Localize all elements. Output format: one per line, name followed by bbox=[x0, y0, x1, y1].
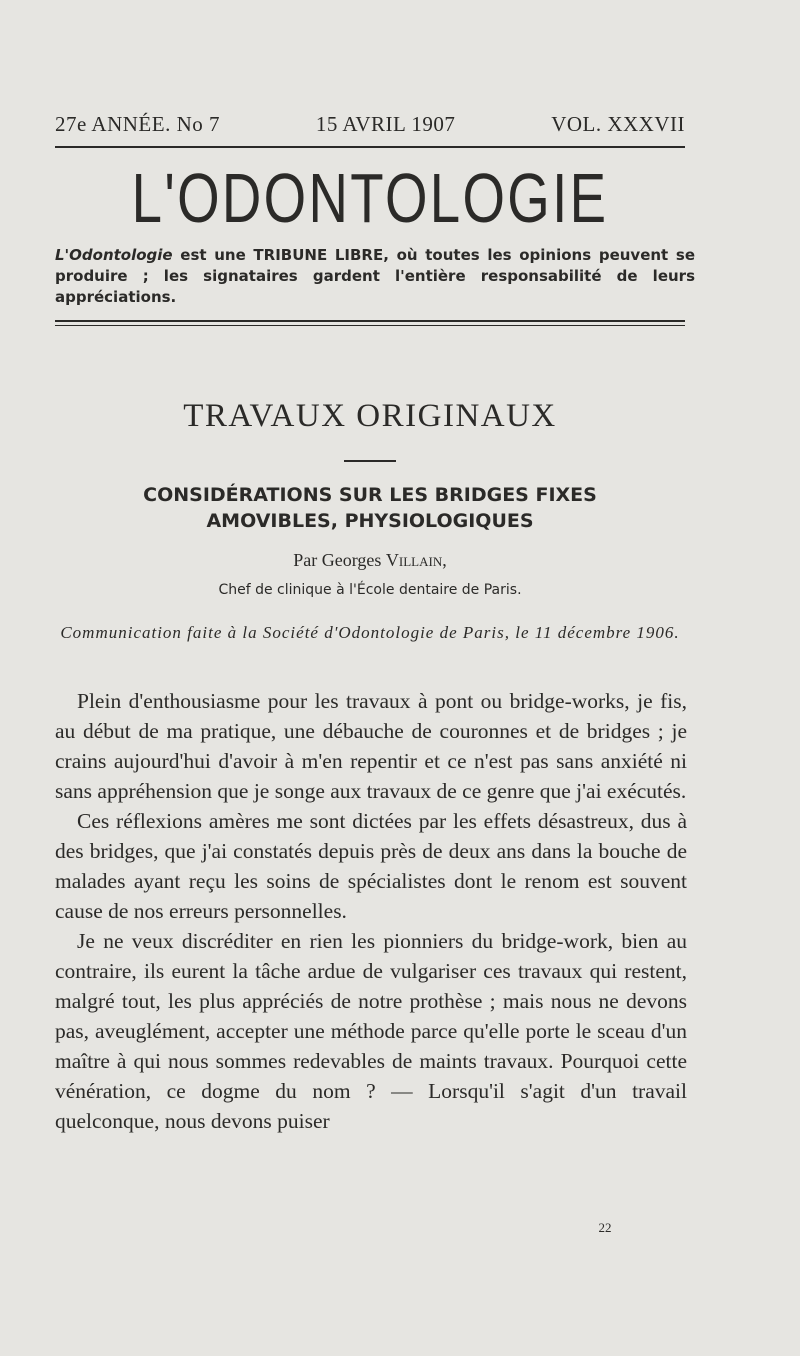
issue-number: 27e ANNÉE. No 7 bbox=[55, 112, 220, 136]
section-rule bbox=[344, 460, 396, 462]
author-prefix: Par Georges bbox=[293, 550, 386, 570]
author-line bbox=[55, 550, 685, 571]
section-title: TRAVAUX ORIGINAUX bbox=[183, 398, 557, 434]
article-body bbox=[55, 686, 687, 1136]
issue-date: 15 AVRIL 1907 bbox=[315, 112, 456, 136]
tribune-text: est une TRIBUNE LIBRE, où toutes les opinions peuvent se produire ; les signataires gardent l'entière responsabilité de leurs appréciations. bbox=[55, 246, 695, 306]
journal-title: L'ODONTOLOGIE bbox=[131, 159, 609, 237]
paragraph-2: Ces réflexions amères me sont dictées par les effets désastreux, dus à des bridges, que j'ai constatés depuis près de deux ans dans la bouche de malades ayant reçu les soins de spécialistes dont le renom est souvent cause de nos erreurs personnelles. bbox=[55, 809, 687, 923]
author-surname: Villain, bbox=[385, 550, 447, 570]
author-affiliation: Chef de clinique à l'École dentaire de Paris. bbox=[218, 582, 522, 598]
double-rule bbox=[55, 320, 685, 326]
header-rule bbox=[55, 146, 685, 148]
article-title-line-2: AMOVIBLES, PHYSIOLOGIQUES bbox=[206, 510, 534, 532]
article-title-line-1: CONSIDÉRATIONS SUR LES BRIDGES FIXES bbox=[143, 484, 597, 506]
running-header bbox=[55, 112, 685, 137]
tribune-notice bbox=[55, 245, 695, 308]
tribune-journal-name: L'Odontologie bbox=[55, 246, 173, 264]
page-number: 22 bbox=[598, 1220, 612, 1235]
paragraph-3: Je ne veux discréditer en rien les pionniers du bridge-work, bien au contraire, ils eurent la tâche ardue de vulgariser ces travaux qui restent, malgré tout, les plus appréciés de notre prothèse ; mais nous ne devons pas, aveuglément, accepter une méthode parce qu'elle porte le sceau d'un maître à qui nous sommes redevables de maints travaux. Pourquoi cette vénération, ce dogme du nom ? — Lorsqu'il s'agit d'un travail quelconque, nous devons puiser bbox=[55, 929, 687, 1133]
article-title bbox=[55, 482, 685, 534]
volume-number: VOL. XXXVII bbox=[551, 112, 685, 136]
paragraph-1: Plein d'enthousiasme pour les travaux à pont ou bridge-works, je fis, au début de ma pratique, une débauche de couronnes et de bridges ; je crains aujourd'hui d'avoir à m'en repentir et ce n'est pas sans anxiété ni sans appréhension que je songe aux travaux de ce genre que j'ai exécutés. bbox=[55, 689, 687, 803]
communication-note: Communication faite à la Société d'Odontologie de Paris, le 11 décembre 1906. bbox=[60, 623, 680, 642]
